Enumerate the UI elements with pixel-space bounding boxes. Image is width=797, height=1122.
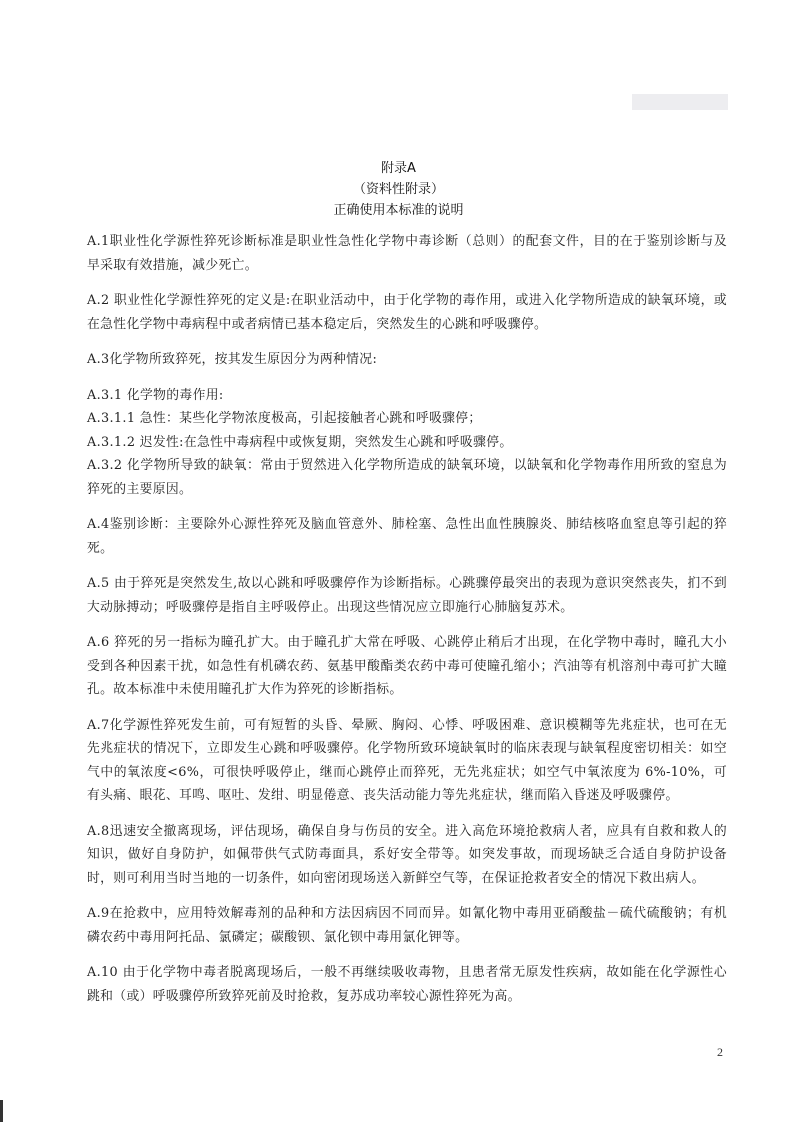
paragraph-a6: A.6 猝死的另一指标为瞳孔扩大。由于瞳孔扩大常在呼吸、心跳停止稍后才出现，在化学物中毒时，瞳孔大小受到各种因素干扰，如急性有机磷农药、氨基甲酸酯类农药中毒可使瞳孔缩小；汽油等有机溶剂中毒可扩大瞳孔。故本标准中未使用瞳孔扩大作为猝死的诊断指标。: [87, 635, 727, 697]
paragraph-a2: A.2 职业性化学源性猝死的定义是:在职业活动中，由于化学物的毒作用，或进入化学物所造成的缺氧环境，或在急性化学物中毒病程中或者病情已基本稳定后，突然发生的心跳和呼吸骤停。: [87, 293, 727, 332]
appendix-title: 附录A: [381, 161, 416, 176]
faded-stamp: [632, 94, 728, 110]
page-number: 2: [717, 1045, 723, 1059]
scan-edge-mark: [0, 1100, 3, 1122]
paragraph-a3-2: A.3.2 化学物所导致的缺氧：常由于贸然进入化学物所造成的缺氧环境，以缺氧和化学物毒作用所致的窒息为猝死的主要原因。: [87, 458, 727, 497]
paragraph-a9: A.9在抢救中，应用特效解毒剂的品种和方法因病因不同而异。如氰化物中毒用亚硝酸盐－硫代硫酸钠；有机磷农药中毒用阿托品、氯磷定；碳酸钡、氯化钡中毒用氯化钾等。: [87, 906, 727, 945]
paragraph-a3-1-2: A.3.1.2 迟发性:在急性中毒病程中或恢复期，突然发生心跳和呼吸骤停。: [87, 434, 513, 450]
paragraph-a3-1: A.3.1 化学物的毒作用:: [87, 387, 224, 403]
appendix-header: [0, 158, 797, 221]
section-title: 正确使用本标准的说明: [333, 203, 464, 218]
paragraph-a3: A.3化学物所致猝死，按其发生原因分为两种情况:: [87, 352, 378, 367]
paragraph-a1: A.1职业性化学源性猝死诊断标准是职业性急性化学物中毒诊断（总则）的配套文件，目的在于鉴别诊断与及早采取有效措施，减少死亡。: [87, 234, 727, 273]
paragraph-a5: A.5 由于猝死是突然发生,故以心跳和呼吸骤停作为诊断指标。心跳骤停最突出的表现为意识突然丧失，扪不到大动脉搏动；呼吸骤停是指自主呼吸停止。出现这些情况应立即施行心肺脑复苏术。: [87, 576, 727, 615]
appendix-type: （资料性附录）: [352, 182, 444, 197]
paragraph-a8: A.8迅速安全撤离现场，评估现场，确保自身与伤员的安全。进入高危环境抢救病人者，应具有自救和救人的知识，做好自身防护，如佩带供气式防毒面具，系好安全带等。如突发事故，而现场缺乏合适自身防护设备时，则可利用当时当地的一切条件，如向密闭现场送入新鲜空气等，在保证抢救者安全的情况下救出病人。: [87, 823, 727, 886]
paragraph-a4: A.4鉴别诊断：主要除外心源性猝死及脑血管意外、肺栓塞、急性出血性胰腺炎、肺结核咯血窒息等引起的猝死。: [87, 517, 727, 556]
paragraph-a10: A.10 由于化学物中毒者脱离现场后，一般不再继续吸收毒物，且患者常无原发性疾病，故如能在化学源性心跳和（或）呼吸骤停所致猝死前及时抢救，复苏成功率较心源性猝死为高。: [87, 965, 727, 1004]
paragraph-a7: A.7化学源性猝死发生前，可有短暂的头昏、晕厥、胸闷、心悸、呼吸困难、意识模糊等先兆症状，也可在无先兆症状的情况下，立即发生心跳和呼吸骤停。化学物所致环境缺氧时的临床表现与缺氧程度密切相关：如空气中的氧浓度<6%，可很快呼吸停止，继而心跳停止而猝死，无先兆症状；如空气中氧浓度为 6%-10%，可有头痛、眼花、耳鸣、呕吐、发绀、明显倦意、丧失活动能力等先兆症状，继而陷入昏迷及呼吸骤停。: [87, 717, 727, 803]
document-body: [87, 230, 727, 1020]
paragraph-a3-1-1: A.3.1.1 急性：某些化学物浓度极高，引起接触者心跳和呼吸骤停；: [87, 411, 482, 426]
